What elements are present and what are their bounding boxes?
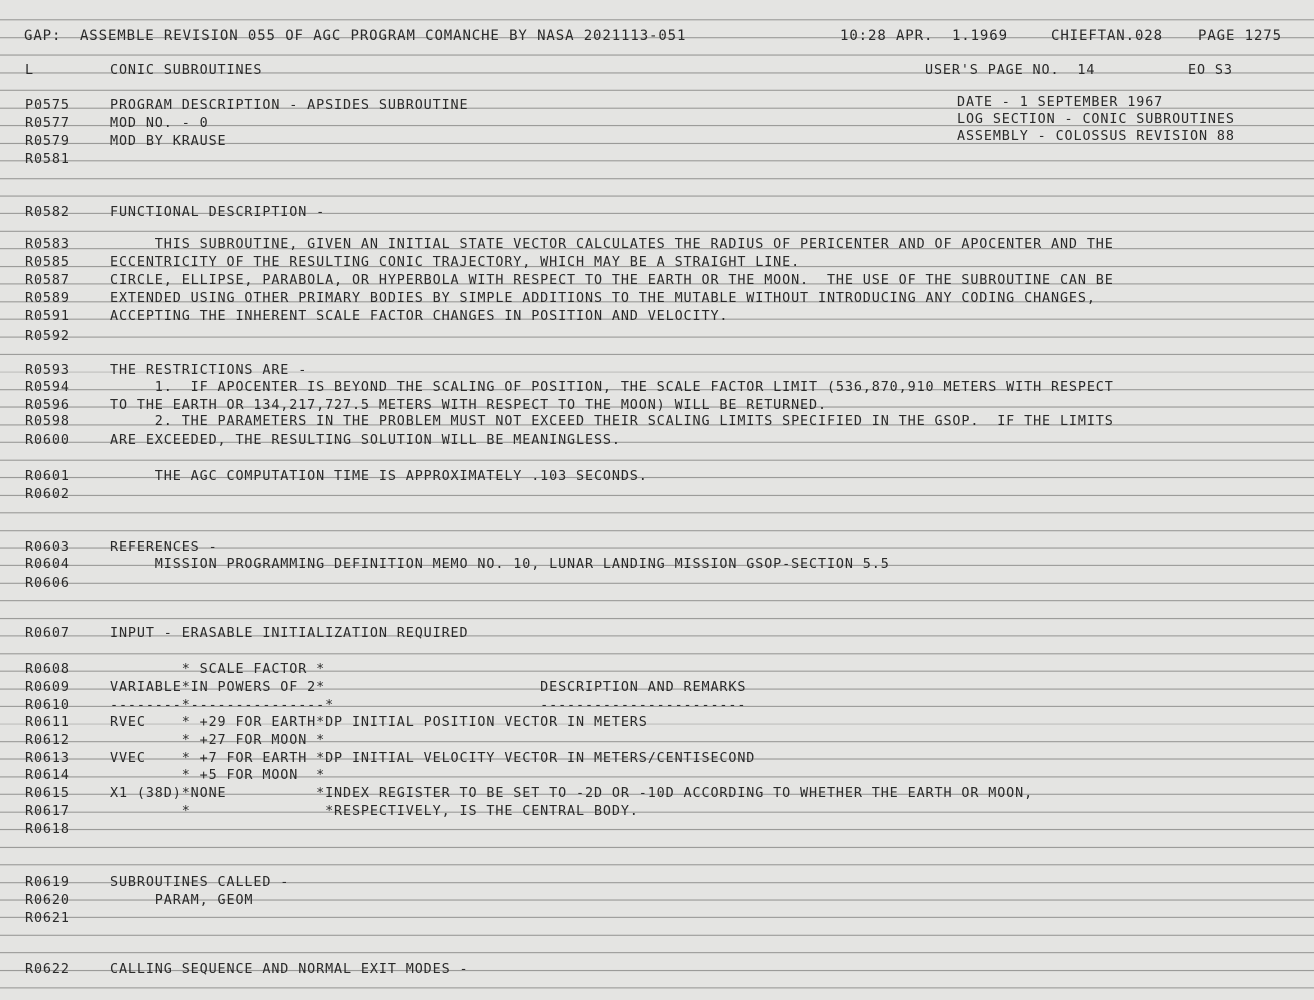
- section-header-line: [0, 62, 1314, 80]
- listing-line: [0, 625, 1314, 643]
- assembly-timestamp: 10:28 APR. 1.1969: [840, 28, 1008, 44]
- listing-line: [0, 204, 1314, 222]
- line-label: R0611: [25, 715, 70, 730]
- listing-line: [0, 575, 1314, 593]
- listing-line: [0, 272, 1314, 290]
- listing-line: [0, 803, 1314, 821]
- listing-line: [0, 785, 1314, 803]
- users-page-number: USER'S PAGE NO. 14: [925, 63, 1096, 78]
- listing-line: [0, 750, 1314, 768]
- line-label: R0600: [25, 433, 70, 448]
- listing-line: [0, 910, 1314, 928]
- line-text: SUBROUTINES CALLED -: [110, 875, 290, 890]
- line-text: EXTENDED USING OTHER PRIMARY BODIES BY SIMPLE ADDITIONS TO THE MUTABLE WITHOUT INTRODUCING ANY CODING CHANGES,: [110, 291, 1096, 306]
- line-label: R0610: [25, 698, 70, 713]
- line-text: CALLING SEQUENCE AND NORMAL EXIT MODES -: [110, 962, 469, 977]
- line-label: R0583: [25, 237, 70, 252]
- line-text: * SCALE FACTOR *: [110, 662, 326, 677]
- listing-line: [0, 328, 1314, 346]
- line-text: PARAM, GEOM: [110, 893, 254, 908]
- log-section: LOG SECTION - CONIC SUBROUTINES: [957, 112, 1235, 127]
- line-label: R0591: [25, 309, 70, 324]
- listing-line: [0, 679, 1314, 697]
- line-text: REFERENCES -: [110, 540, 218, 555]
- line-text: 2. THE PARAMETERS IN THE PROBLEM MUST NOT EXCEED THEIR SCALING LIMITS SPECIFIED IN THE GSOP. IF THE LIMITS: [110, 414, 1114, 429]
- line-label: R0613: [25, 751, 70, 766]
- listing-line: [0, 556, 1314, 574]
- line-label: R0594: [25, 380, 70, 395]
- listing-line: [0, 714, 1314, 732]
- line-text: * *RESPECTIVELY, IS THE CENTRAL BODY.: [110, 804, 639, 819]
- line-label: R0589: [25, 291, 70, 306]
- listing-line: [0, 468, 1314, 486]
- line-label: R0582: [25, 205, 70, 220]
- listing-line: [0, 486, 1314, 504]
- line-text: X1 (38D)*NONE *INDEX REGISTER TO BE SET TO -2D OR -10D ACCORDING TO WHETHER THE EARTH OR MOON,: [110, 786, 1034, 801]
- line-label: R0609: [25, 680, 70, 695]
- line-text: MOD NO. - 0: [110, 116, 209, 131]
- listing-line: [0, 767, 1314, 785]
- log-marker: L: [25, 63, 34, 78]
- line-text: THE AGC COMPUTATION TIME IS APPROXIMATELY .103 SECONDS.: [110, 469, 648, 484]
- line-label: R0615: [25, 786, 70, 801]
- line-text: 1. IF APOCENTER IS BEYOND THE SCALING OF POSITION, THE SCALE FACTOR LIMIT (536,870,910 METERS WITH RESPECT: [110, 380, 1114, 395]
- line-label: R0614: [25, 768, 70, 783]
- listing-line: [0, 697, 1314, 715]
- line-label: R0577: [25, 116, 70, 131]
- line-label: R0602: [25, 487, 70, 502]
- line-text: ARE EXCEEDED, THE RESULTING SOLUTION WILL BE MEANINGLESS.: [110, 433, 621, 448]
- listing-line: [0, 151, 1314, 169]
- assembly-title: GAP: ASSEMBLE REVISION 055 OF AGC PROGRAM COMANCHE BY NASA 2021113-051: [24, 28, 687, 44]
- line-label: R0598: [25, 414, 70, 429]
- listing-file-name: CHIEFTAN.028: [1051, 28, 1163, 44]
- section-title: CONIC SUBROUTINES: [110, 63, 263, 78]
- line-label: R0579: [25, 134, 70, 149]
- line-label: R0622: [25, 962, 70, 977]
- line-text: ACCEPTING THE INHERENT SCALE FACTOR CHANGES IN POSITION AND VELOCITY.: [110, 309, 729, 324]
- listing-line: [0, 254, 1314, 272]
- line-label: R0604: [25, 557, 70, 572]
- line-text: ECCENTRICITY OF THE RESULTING CONIC TRAJECTORY, WHICH MAY BE A STRAIGHT LINE.: [110, 255, 801, 270]
- line-text: INPUT - ERASABLE INITIALIZATION REQUIRED: [110, 626, 469, 641]
- listing-line: [0, 290, 1314, 308]
- line-label: R0612: [25, 733, 70, 748]
- line-text: VVEC * +7 FOR EARTH *DP INITIAL VELOCITY VECTOR IN METERS/CENTISECOND: [110, 751, 756, 766]
- listing-line: [0, 539, 1314, 557]
- listing-line: [0, 308, 1314, 326]
- line-label: R0617: [25, 804, 70, 819]
- listing-line: [0, 362, 1314, 380]
- line-text: PROGRAM DESCRIPTION - APSIDES SUBROUTINE: [110, 98, 469, 113]
- line-label: R0606: [25, 576, 70, 591]
- line-text: VARIABLE*IN POWERS OF 2* DESCRIPTION AND REMARKS: [110, 680, 747, 695]
- line-label: R0593: [25, 363, 70, 378]
- line-label: R0596: [25, 398, 70, 413]
- listing-line: [0, 432, 1314, 450]
- listing-line: [0, 413, 1314, 431]
- listing-line: [0, 874, 1314, 892]
- line-text: TO THE EARTH OR 134,217,727.5 METERS WITH RESPECT TO THE MOON) WILL BE RETURNED.: [110, 398, 827, 413]
- line-label: P0575: [25, 98, 70, 113]
- listing-line: [0, 236, 1314, 254]
- line-text: CIRCLE, ELLIPSE, PARABOLA, OR HYPERBOLA WITH RESPECT TO THE EARTH OR THE MOON. THE USE OF THE SUBROUTINE CAN BE: [110, 273, 1114, 288]
- line-label: R0585: [25, 255, 70, 270]
- line-label: R0620: [25, 893, 70, 908]
- line-label: R0621: [25, 911, 70, 926]
- page-number: PAGE 1275: [1198, 28, 1282, 44]
- line-text: FUNCTIONAL DESCRIPTION -: [110, 205, 326, 220]
- line-text: * +27 FOR MOON *: [110, 733, 326, 748]
- line-label: R0607: [25, 626, 70, 641]
- eo-code: EO S3: [1188, 63, 1233, 78]
- line-label: R0601: [25, 469, 70, 484]
- listing-line: [0, 821, 1314, 839]
- line-text: THE RESTRICTIONS ARE -: [110, 363, 308, 378]
- listing-line: [0, 97, 1314, 115]
- listing-line: [0, 379, 1314, 397]
- assembly-revision: ASSEMBLY - COLOSSUS REVISION 88: [957, 129, 1235, 144]
- page-header-line: [0, 27, 1314, 45]
- document-date: DATE - 1 SEPTEMBER 1967: [957, 95, 1164, 110]
- line-text: * +5 FOR MOON *: [110, 768, 326, 783]
- line-label: R0587: [25, 273, 70, 288]
- line-text: RVEC * +29 FOR EARTH*DP INITIAL POSITION VECTOR IN METERS: [110, 715, 648, 730]
- listing-line: [0, 661, 1314, 679]
- listing-line: [0, 115, 1314, 133]
- listing-line: [0, 133, 1314, 151]
- listing-line: [0, 961, 1314, 979]
- line-text: THIS SUBROUTINE, GIVEN AN INITIAL STATE VECTOR CALCULATES THE RADIUS OF PERICENTER AND OF APOCENTER AND THE: [110, 237, 1114, 252]
- line-label: R0619: [25, 875, 70, 890]
- line-text: MOD BY KRAUSE: [110, 134, 227, 149]
- line-text: MISSION PROGRAMMING DEFINITION MEMO NO. 10, LUNAR LANDING MISSION GSOP-SECTION 5.5: [110, 557, 890, 572]
- line-label: R0603: [25, 540, 70, 555]
- line-label: R0618: [25, 822, 70, 837]
- line-label: R0608: [25, 662, 70, 677]
- listing-line: [0, 732, 1314, 750]
- line-text: --------*---------------* -----------------------: [110, 698, 747, 713]
- line-label: R0592: [25, 329, 70, 344]
- listing-line: [0, 892, 1314, 910]
- line-label: R0581: [25, 152, 70, 167]
